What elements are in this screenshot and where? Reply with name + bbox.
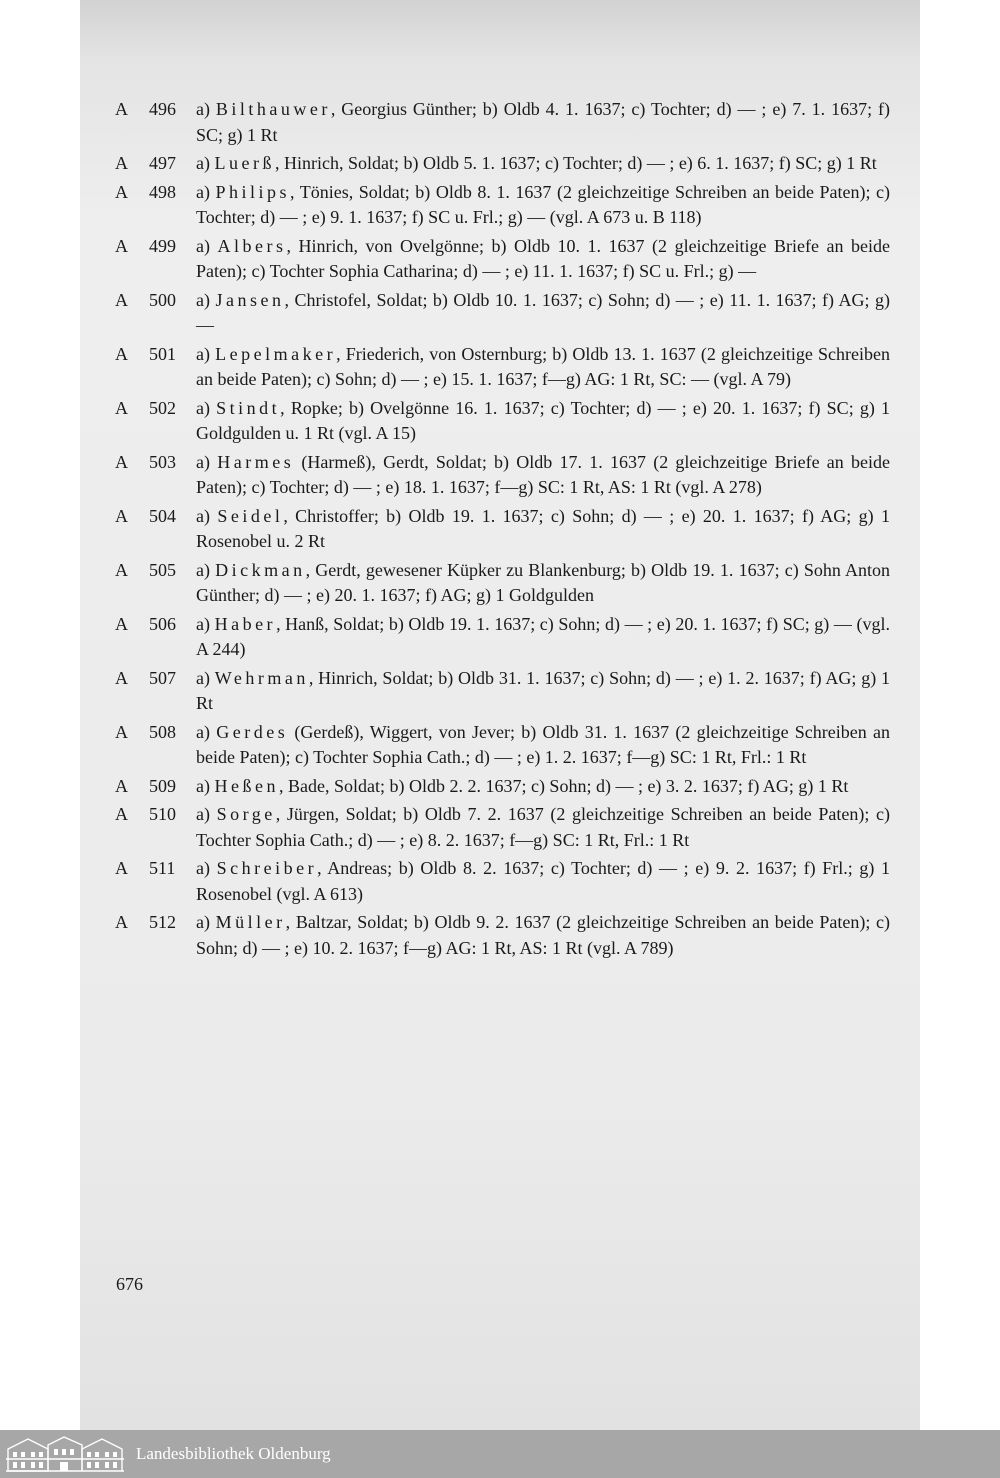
entry-number: 512 (149, 912, 176, 932)
entry-details: , Andreas; b) Oldb 8. 2. 1637; c) Tochter; d) — ; e) 9. 2. 1637; f) Frl.; g) 1 Rosenobel (vgl. A 613) (196, 858, 891, 904)
entry-surname: Jansen (215, 289, 285, 310)
entry-surname: Harmes (217, 451, 295, 472)
entry-prefix: A (115, 912, 128, 932)
page-number: 676 (116, 1274, 143, 1294)
entry-number: 502 (149, 397, 176, 418)
entry-text (196, 396, 890, 447)
register-entry (115, 450, 890, 501)
entry-number: 511 (149, 858, 176, 878)
entry-surname: Gerdes (216, 721, 289, 742)
entry-details: , Georgius Günther; b) Oldb 4. 1. 1637; c) Tochter; d) — ; e) 7. 1. 1637; f) SC; g) 1 Rt (196, 99, 890, 145)
entry-surname: Philips (215, 181, 291, 202)
entry-text (196, 504, 890, 555)
entry-prefix: A (115, 804, 128, 824)
entry-number: 498 (149, 181, 176, 202)
entry-item-label: a) (196, 721, 217, 742)
entry-number: 510 (149, 804, 176, 824)
entry-text (196, 180, 890, 231)
entry-text (196, 774, 890, 800)
register-entry (115, 180, 890, 231)
register-entry (115, 342, 890, 393)
entry-details: , Baltzar, Soldat; b) Oldb 9. 2. 1637 (2 gleichzeitige Schreiben an beide Paten); c) Sohn; d) — ; e) 10. 2. 1637; f—g) AG: 1 Rt, AS: 1 Rt (vgl. A 789) (196, 912, 891, 958)
right-margin (920, 0, 1000, 1430)
register-entry (115, 612, 890, 663)
register-entry (115, 558, 890, 609)
entry-item-label: a) (196, 343, 216, 364)
entry-details: , Hinrich, Soldat; b) Oldb 31. 1. 1637; c) Sohn; d) — ; e) 1. 2. 1637; f) AG; g) 1 Rt (196, 667, 890, 713)
entry-number: 497 (149, 153, 176, 173)
entry-number: 499 (149, 235, 176, 256)
entry-item-label: a) (196, 451, 218, 472)
entry-text (196, 151, 890, 177)
entry-item-label: a) (196, 505, 218, 526)
entry-number: 503 (149, 451, 176, 472)
register-entry (115, 774, 890, 800)
entry-item-label: a) (196, 181, 216, 202)
entry-details: , Hinrich, Soldat; b) Oldb 5. 1. 1637; c) Tochter; d) — ; e) 6. 1. 1637; f) SC; g) 1 Rt (274, 153, 877, 173)
register-entry (115, 288, 890, 339)
entry-text (196, 234, 890, 285)
entry-prefix: A (115, 181, 128, 202)
register-entry (115, 856, 890, 907)
entry-text (196, 342, 890, 393)
entry-prefix: A (115, 721, 128, 742)
entry-item-label: a) (196, 858, 217, 878)
entry-item-label: a) (196, 775, 215, 796)
register-entry (115, 802, 890, 853)
entry-text (196, 910, 890, 961)
entry-text (196, 666, 890, 717)
entry-details: (Gerdeß), Wiggert, von Jever; b) Oldb 31. 1. 1637 (2 gleichzeitige Schreiben an beide Paten); c) Tochter Sophia Cath.; d) — ; e) 1. 2. 1637; f—g) SC: 1 Rt, Frl.: 1 Rt (196, 721, 890, 767)
entry-prefix: A (115, 289, 128, 310)
entry-prefix: A (115, 858, 128, 878)
entry-surname: Sorge (216, 804, 276, 824)
entry-text (196, 856, 890, 907)
entry-details: , Hinrich, von Ovelgönne; b) Oldb 10. 1. 1637 (2 gleichzeitige Briefe an beide Paten); c) Tochter Sophia Catharina; d) — ; e) 11. 1. 1637; f) SC u. Frl.; g) — (196, 235, 890, 281)
entry-number: 504 (149, 505, 176, 526)
entry-surname: Bilthauwer (215, 99, 331, 119)
entry-details: (Harmeß), Gerdt, Soldat; b) Oldb 17. 1. 1637 (2 gleichzeitige Briefe an beide Paten); c) Tochter; d) — ; e) 18. 1. 1637; f—g) SC: 1 Rt, AS: 1 Rt (vgl. A 278) (196, 451, 890, 497)
entry-number: 500 (149, 289, 176, 310)
entry-details: , Jürgen, Soldat; b) Oldb 7. 2. 1637 (2 gleichzeitige Schreiben an beide Paten); c) Tochter Sophia Cath.; d) — ; e) 8. 2. 1637; f—g) SC: 1 Rt, Frl.: 1 Rt (196, 804, 890, 850)
entry-surname: Stindt (216, 397, 281, 418)
register-entries (115, 97, 890, 964)
entry-details: , Friederich, von Osternburg; b) Oldb 13. 1. 1637 (2 gleichzeitige Schreiben an beide Paten); c) Sohn; d) — ; e) 15. 1. 1637; f—g) AG: 1 Rt, SC: — (vgl. A 79) (196, 343, 891, 389)
entry-text (196, 720, 890, 771)
entry-item-label: a) (196, 235, 218, 256)
footer-bar (0, 1430, 1000, 1478)
entry-item-label: a) (196, 153, 215, 173)
entry-surname: Müller (215, 912, 286, 932)
entry-item-label: a) (196, 289, 216, 310)
entry-prefix: A (115, 775, 128, 796)
register-entry (115, 151, 890, 177)
register-entry (115, 97, 890, 148)
register-entry (115, 234, 890, 285)
entry-prefix: A (115, 99, 128, 119)
register-entry (115, 910, 890, 961)
entry-text (196, 612, 890, 663)
library-building-icon (4, 1433, 126, 1475)
entry-details: , Bade, Soldat; b) Oldb 2. 2. 1637; c) Sohn; d) — ; e) 3. 2. 1637; f) AG; g) 1 Rt (278, 775, 849, 796)
entry-item-label: a) (196, 912, 216, 932)
entry-item-label: a) (196, 99, 216, 119)
entry-item-label: a) (196, 559, 216, 580)
entry-text (196, 802, 890, 853)
entry-surname: Luerß (214, 153, 275, 173)
entry-surname: Haber (214, 613, 277, 634)
entry-item-label: a) (196, 667, 215, 688)
entry-number: 496 (149, 99, 176, 119)
left-margin (0, 0, 80, 1430)
entry-prefix: A (115, 451, 128, 472)
register-entry (115, 666, 890, 717)
entry-number: 506 (149, 613, 176, 634)
entry-item-label: a) (196, 613, 215, 634)
entry-prefix: A (115, 505, 128, 526)
entry-surname: Dickman (215, 559, 306, 580)
entry-prefix: A (115, 667, 128, 688)
entry-text (196, 288, 890, 339)
entry-details: , Christoffer; b) Oldb 19. 1. 1637; c) Sohn; d) — ; e) 20. 1. 1637; f) AG; g) 1 Rosenobel u. 2 Rt (196, 505, 890, 551)
entry-number: 507 (149, 667, 176, 688)
entry-item-label: a) (196, 397, 217, 418)
entry-prefix: A (115, 343, 128, 364)
entry-surname: Seidel (217, 505, 284, 526)
entry-details: , Gerdt, gewesener Küpker zu Blankenburg; b) Oldb 19. 1. 1637; c) Sohn Anton Günther; d) — ; e) 20. 1. 1637; f) AG; g) 1 Goldgulden (196, 559, 890, 605)
entry-text (196, 97, 890, 148)
register-entry (115, 396, 890, 447)
entry-prefix: A (115, 153, 128, 173)
entry-surname: Wehrman (214, 667, 309, 688)
entry-details: , Ropke; b) Ovelgönne 16. 1. 1637; c) Tochter; d) — ; e) 20. 1. 1637; f) SC; g) 1 Goldgulden u. 1 Rt (vgl. A 15) (196, 397, 891, 443)
entry-item-label: a) (196, 804, 217, 824)
entry-number: 508 (149, 721, 176, 742)
library-name: Landesbibliothek Oldenburg (136, 1444, 331, 1463)
register-entry (115, 504, 890, 555)
entry-details: , Tönies, Soldat; b) Oldb 8. 1. 1637 (2 gleichzeitige Schreiben an beide Paten); c) Tochter; d) — ; e) 9. 1. 1637; f) SC u. Frl.; g) — (vgl. A 673 u. B 118) (196, 181, 890, 227)
entry-surname: Lepelmaker (215, 343, 337, 364)
entry-text (196, 450, 890, 501)
entry-prefix: A (115, 235, 128, 256)
entry-prefix: A (115, 559, 128, 580)
entry-number: 505 (149, 559, 176, 580)
register-entry (115, 720, 890, 771)
entry-details: , Christofel, Soldat; b) Oldb 10. 1. 1637; c) Sohn; d) — ; e) 11. 1. 1637; f) AG; g) — (196, 289, 891, 335)
entry-number: 509 (149, 775, 176, 796)
entry-prefix: A (115, 613, 128, 634)
entry-surname: Heßen (214, 775, 279, 796)
entry-number: 501 (149, 343, 176, 364)
entry-surname: Schreiber (216, 858, 318, 878)
entry-text (196, 558, 890, 609)
entry-details: , Hanß, Soldat; b) Oldb 19. 1. 1637; c) Sohn; d) — ; e) 20. 1. 1637; f) SC; g) — (vgl. A 244) (196, 613, 890, 659)
entry-prefix: A (115, 397, 128, 418)
entry-surname: Albers (217, 235, 287, 256)
